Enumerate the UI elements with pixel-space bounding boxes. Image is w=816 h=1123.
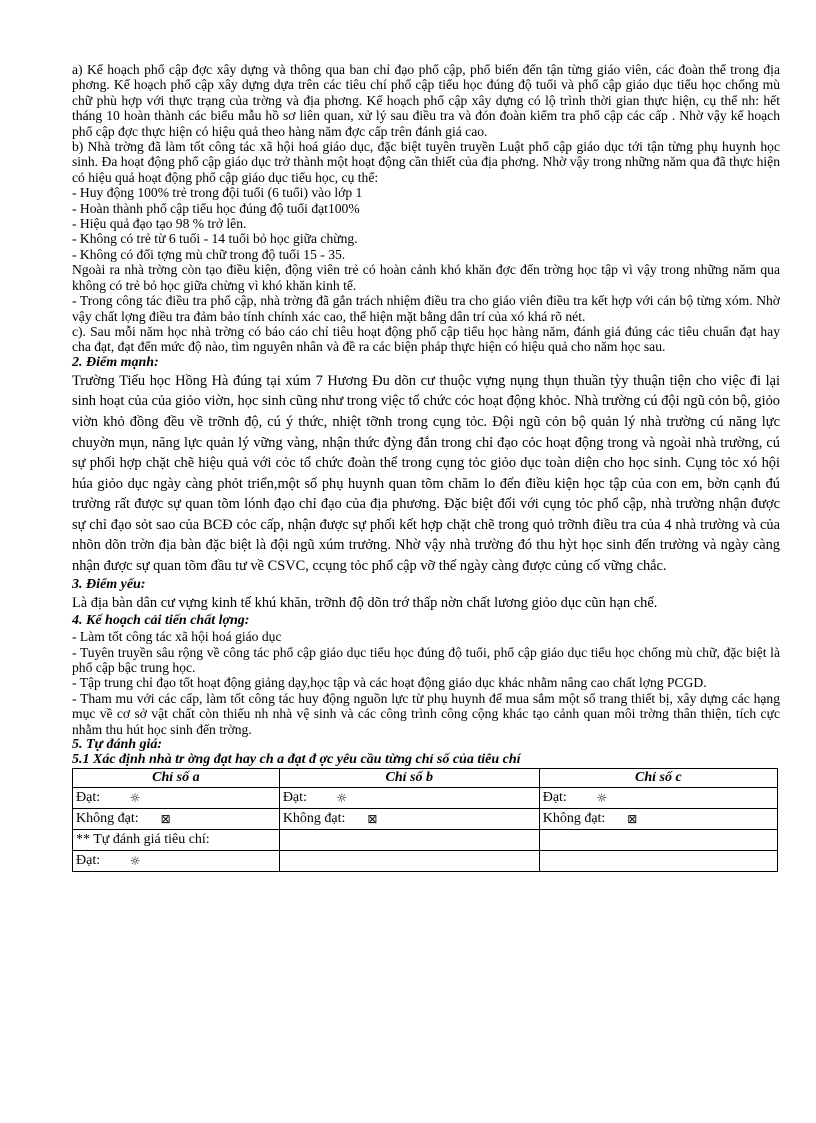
document-page <box>72 62 780 872</box>
list-item: - Tập trung chỉ đạo tốt hoạt động giảng dạy,học tập và các hoạt động giáo dục khác nhằm nâng cao chất lợng PCGD. <box>72 675 707 691</box>
sun-icon[interactable]: ☼ <box>336 791 348 806</box>
cell-a-khong-dat <box>73 809 280 830</box>
cell-empty <box>539 851 777 872</box>
heading-self-assessment: 5. Tự đánh giá: <box>72 737 163 753</box>
list-item: - Tuyên truyền sâu rộng về công tác phổ cập giáo dục tiểu học đúng độ tuổi, phổ cập giáo dục tiểu học chống mù chữ, đặc biệt là phổ cập bậc trung học. <box>72 644 780 676</box>
dat-label: Đạt: <box>76 790 101 806</box>
criteria-table <box>72 768 778 872</box>
heading-5-1: 5.1 Xác định nhà tr ờng đạt hay ch a đạt đ ợc yêu cầu từng chỉ số của tiêu chí <box>72 752 521 768</box>
list-item: - Không có đối tợng mù chữ trong độ tuổi 15 - 35. <box>72 246 346 262</box>
sun-icon[interactable]: ☼ <box>129 791 141 806</box>
list-item: - Huy động 100% trẻ trong đội tuổi (6 tuổi) vào lớp 1 <box>72 185 363 201</box>
strengths-paragraph: Trường Tiểu học Hồng Hà đúng tại xúm 7 Hương Đu dõn cư thuộc vựng nụng thụn thuần tỳy thuận tiện cho việc đi lại sinh hoạt của của giỏo viờn, học sinh cũng như trong việc tổ chức cỏc hoạt động khỏc. Nhà trường cú đội ngũ cỏn bộ, giỏo viờn khỏ đồng đều về trỡnh độ, cú ý thức, nhiệt tỡnh trong cụng tỏc. Đội ngũ cỏn bộ quản lý nhà trường cú năng lực chuyờn mụn, năng lực quản lý vững vàng, nhận thức đỳng đắn trong chỉ đạo cỏc hoạt động trong và ngoài nhà trường, cú sự phối hợp chặt chẽ hiệu quả với cỏc tổ chức đoàn thể trong cụng tỏc giỏo dục toàn diện cho học sinh. Cụng tỏc xó hội húa giỏo dục ngày càng phỏt triển,một số phụ huynh quan tõm chăm lo đến điều kiện học tập của con em, bờn cạnh đú trường rất được sự quan tõm lónh đạo chỉ đạo của địa phương. Đặc biệt đối với cụng tỏc phổ cập, nhà trường nhận được sự chỉ đạo sỏt sao của BCĐ cỏc cấp, nhận được sự phối kết hợp chặt chẽ trong quỏ trỡnh điều tra của 4 nhà trường và của nhõn dõn trờn địa bàn đặc biệt là đội ngũ xúm trưởng. Nhờ vậy nhà trường đó thu hỳt học sinh đến trường và ngày càng nhận được sự quan tõm đầu tư về CSVC, ccụng tỏc phổ cập vỡ thế ngày càng được củng cố vững chắc. <box>72 372 780 575</box>
plan-list <box>72 629 780 737</box>
table-header-row <box>73 769 778 788</box>
paragraph-c: c). Sau mỗi năm học nhà trờng có báo cáo chỉ tiêu hoạt động phổ cập tiểu học hàng năm, đánh giá đúng các tiêu chuẩn đạt hay cha đạt, đạt đến mức độ nào, tìm nguyên nhân và đề ra các biện pháp thực hiện có hiệu quả cho năm học sau. <box>72 323 780 355</box>
list-item: - Hoàn thành phổ cập tiểu học đúng độ tuổi đạt100% <box>72 200 360 216</box>
cell-a-dat <box>73 788 280 809</box>
paragraph-support: Ngoài ra nhà trờng còn tạo điều kiện, động viên trẻ có hoàn cảnh khó khăn đợc đến trờng học tập vì vậy trong những năm qua không có trẻ bỏ học giữa chừng vì khó khăn kinh tế. <box>72 262 780 293</box>
cell-self-eval-dat <box>73 851 280 872</box>
list-item: - Không có trẻ từ 6 tuổi - 14 tuổi bỏ học giữa chừng. <box>72 231 358 247</box>
header-chi-so-a: Chỉ số a <box>73 769 280 788</box>
cell-self-eval-label: ** Tự đánh giá tiêu chí: <box>73 830 280 851</box>
paragraph-b: b) Nhà trờng đã làm tốt công tác xã hội hoá giáo dục, đặc biệt tuyên truyền Luật phổ cập giáo dục tới tận từng phụ huynh học sinh. Đa hoạt động phổ cập giáo dục trở thành một hoạt động cần thiết của địa phơng. Nhờ vậy trong những năm qua đã thực hiện có hiệu quả hoạt động phổ cập giáo dục tiểu học, cụ thể: <box>72 139 780 185</box>
table-row-self-eval-dat <box>73 851 778 872</box>
paragraph-survey: - Trong công tác điều tra phổ cập, nhà trờng đã gắn trách nhiệm điều tra cho giáo viên điều tra kết hợp với cán bộ từng xóm. Nhờ vậy chất lợng điều tra đảm bảo tính chính xác cao, thể hiện mặt bằng dân trí của xó khá rõ nét. <box>72 293 780 324</box>
list-item: - Làm tốt công tác xã hội hoá giáo dục <box>72 629 282 645</box>
checked-box-icon[interactable]: ⊠ <box>160 812 171 827</box>
list-item: - Hiệu quả đạo tạo 98 % trở lên. <box>72 216 247 232</box>
heading-weaknesses: 3. Điểm yếu: <box>72 576 146 592</box>
cell-empty <box>279 851 539 872</box>
cell-empty <box>539 830 777 851</box>
cell-b-khong-dat <box>279 809 539 830</box>
dat-label: Đạt: <box>76 853 101 869</box>
heading-improvement-plan: 4. Kế hoạch cải tiến chất lợng: <box>72 613 250 629</box>
checked-box-icon[interactable]: ⊠ <box>367 812 378 827</box>
cell-empty <box>279 830 539 851</box>
cell-c-khong-dat <box>539 809 777 830</box>
cell-c-dat <box>539 788 777 809</box>
table-row-dat <box>73 788 778 809</box>
khong-dat-label: Không đạt: <box>76 811 139 827</box>
sun-icon[interactable]: ☼ <box>596 791 608 806</box>
header-chi-so-c: Chỉ số c <box>539 769 777 788</box>
table-row-self-eval <box>73 830 778 851</box>
dat-label: Đạt: <box>282 790 307 806</box>
cell-b-dat <box>279 788 539 809</box>
weaknesses-paragraph: Là địa bàn dân cư vựng kinh tế khú khăn, trỡnh độ dõn trớ thấp nờn chất lương giỏo dục cũn hạn chế. <box>72 594 658 611</box>
paragraph-a: a) Kế hoạch phổ cập đợc xây dựng và thông qua ban chỉ đạo phổ cập, phổ biến đến tận từng giáo viên, các đoàn thể trong địa phơng. Kế hoạch phổ cập xây dựng dựa trên các tiêu chí phổ cập tiểu học đúng độ tuổi và phổ cập giáo dục tiểu học chống mù chữ phù hợp với thực trạng của trờng và địa phơng. Kế hoạch phổ cập xây dựng có lộ trình thời gian thực hiện, cụ thể nh: hết tháng 10 hoàn thành các biểu mẫu hồ sơ liên quan, xử lý sau điều tra và đón đoàn kiểm tra phổ cập các cấp . Nhờ vậy kế hoạch phổ cập đợc thực hiện có hiệu quả theo hàng năm đợc cấp trên đánh giá cao. <box>72 62 780 139</box>
checked-box-icon[interactable]: ⊠ <box>627 812 638 827</box>
header-chi-so-b: Chỉ số b <box>279 769 539 788</box>
table-row-khong-dat <box>73 809 778 830</box>
list-item: - Tham mu với các cấp, làm tốt công tác huy động nguồn lực từ phụ huynh để mua sắm một số trang thiết bị, xây dựng các hạng mục về cơ sở vật chất còn thiếu nh nhà vệ sinh và các công trình công cộng khác tạo cảnh quan môi trờng thân thiện, tích cực nhằm thu hút học sinh đến trờng. <box>72 690 780 737</box>
sun-icon[interactable]: ☼ <box>129 854 141 869</box>
intro-section <box>72 62 780 355</box>
dat-label: Đạt: <box>542 790 567 806</box>
khong-dat-label: Không đạt: <box>542 811 606 827</box>
khong-dat-label: Không đạt: <box>282 811 346 827</box>
heading-strengths: 2. Điểm mạnh: <box>72 354 159 370</box>
